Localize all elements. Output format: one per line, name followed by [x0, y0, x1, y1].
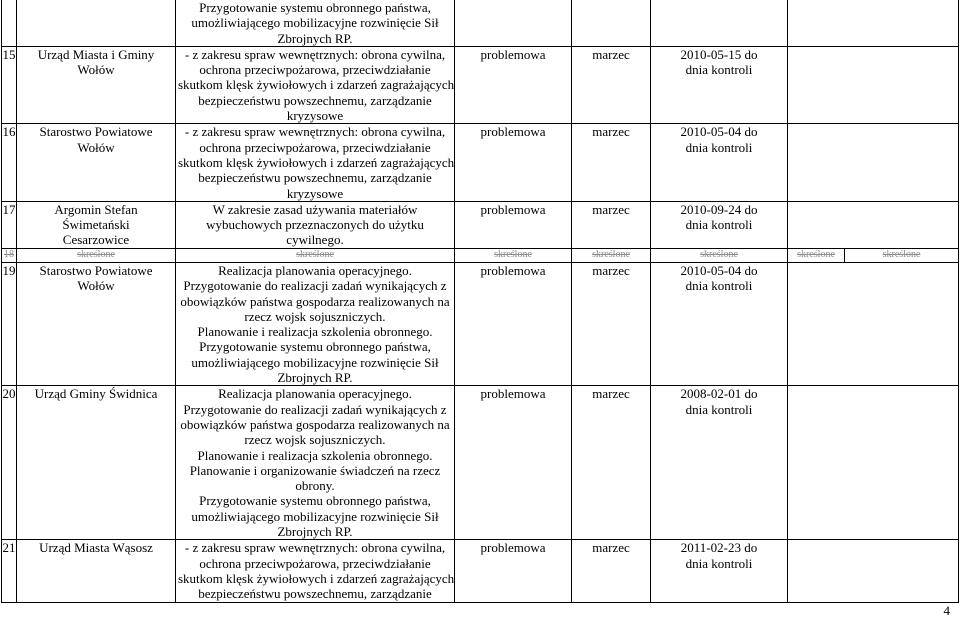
- inspection-scope-line: Planowanie i realizacja szkolenia obronnego.: [197, 447, 433, 463]
- empty-cell: [788, 386, 959, 540]
- inspection-scope-line: skutkom klęsk żywiołowych i zdarzeń zagrażających: [178, 570, 455, 586]
- inspected-unit: [17, 540, 176, 602]
- inspection-scope-line: rzecz wojsk sojuszniczych.: [244, 308, 386, 324]
- inspection-month: marzec: [572, 46, 651, 123]
- deadline-line: dnia kontroli: [685, 139, 753, 155]
- inspection-scope-line: umożliwiającego mobilizacyjne rozwinięcie Sił: [191, 15, 439, 31]
- inspected-unit: [17, 124, 176, 201]
- inspection-month: marzec: [572, 201, 651, 248]
- table-row: [2, 46, 959, 123]
- row-number: 20: [2, 386, 17, 540]
- inspected-unit-line: Starostwo Powiatowe: [39, 263, 153, 278]
- deadline: [651, 201, 788, 248]
- inspection-scope-line: skutkom klęsk żywiołowych i zdarzeń zagrażających: [178, 154, 455, 170]
- inspected-unit-line: Wołów: [77, 139, 115, 155]
- inspection-scope-line: kryzysowe: [286, 185, 344, 201]
- inspection-type: problemowa: [455, 46, 572, 123]
- inspected-unit-line: Cesarzowice: [62, 232, 130, 248]
- inspection-scope-line: skutkom klęsk żywiołowych i zdarzeń zagrażających: [178, 77, 455, 93]
- inspection-scope-line: umożliwiającego mobilizacyjne rozwinięcie Sił: [191, 354, 439, 370]
- deadline-line: 2010-09-24 do: [680, 201, 758, 217]
- page-number: 4: [943, 603, 950, 618]
- inspection-scope-line: Zbrojnych RP.: [277, 370, 353, 386]
- inspection-type: problemowa: [455, 124, 572, 201]
- inspection-scope: [176, 201, 455, 248]
- inspection-scope-line: bezpieczeństwu powszechnemu, zarządzanie: [198, 92, 432, 108]
- empty-cell: [788, 0, 959, 46]
- inspection-scope-line: cywilnego.: [286, 232, 344, 248]
- deadline: [651, 386, 788, 540]
- inspection-scope-line: bezpieczeństwu powszechnemu, zarządzanie: [198, 586, 432, 602]
- row-number: 17: [2, 201, 17, 248]
- struck-cell: skreślone: [788, 248, 845, 262]
- inspection-scope-line: Przygotowanie systemu obronnego państwa,: [199, 493, 431, 509]
- row-number: 21: [2, 540, 17, 602]
- inspection-month: marzec: [572, 386, 651, 540]
- inspection-month: marzec: [572, 124, 651, 201]
- inspection-scope-line: - z zakresu spraw wewnętrznych: obrona cywilna,: [184, 124, 446, 140]
- inspection-scope-line: Przygotowanie do realizacji zadań wynikających z: [183, 278, 447, 294]
- inspected-unit-line: Argomin Stefan: [54, 201, 138, 217]
- inspection-scope-line: ochrona przeciwpożarowa, przeciwdziałanie: [199, 62, 431, 78]
- inspection-scope-line: Planowanie i organizowanie świadczeń na rzecz: [189, 462, 441, 478]
- deadline-line: 2008-02-01 do: [680, 386, 758, 402]
- inspection-scope-line: ochrona przeciwpożarowa, przeciwdziałanie: [199, 139, 431, 155]
- row-number: [2, 0, 17, 46]
- inspection-scope-line: bezpieczeństwu powszechnemu, zarządzanie: [198, 170, 432, 186]
- inspected-unit: [17, 46, 176, 123]
- empty-cell: [788, 46, 959, 123]
- inspection-type: problemowa: [455, 201, 572, 248]
- table-row: [2, 0, 959, 46]
- inspection-scope-line: Realizacja planowania operacyjnego.: [218, 263, 412, 278]
- inspection-scope-line: Przygotowanie do realizacji zadań wynikających z: [183, 401, 447, 417]
- inspection-type: problemowa: [455, 263, 572, 386]
- deadline-line: 2011-02-23 do: [680, 540, 758, 556]
- empty-cell: [788, 540, 959, 602]
- deadline: [651, 124, 788, 201]
- row-number: 19: [2, 263, 17, 386]
- deadline-line: dnia kontroli: [685, 217, 753, 233]
- deadline: [651, 263, 788, 386]
- inspection-scope: [176, 0, 455, 46]
- inspection-month: [572, 0, 651, 46]
- inspection-type: problemowa: [455, 386, 572, 540]
- inspection-month: marzec: [572, 263, 651, 386]
- inspection-table-top: [1, 0, 959, 263]
- row-number: 18: [2, 248, 17, 262]
- inspected-unit-line: Starostwo Powiatowe: [39, 124, 153, 140]
- inspected-unit-line: Urząd Miasta i Gminy: [37, 46, 155, 62]
- empty-cell: [788, 263, 959, 386]
- inspection-scope-line: rzecz wojsk sojuszniczych.: [244, 432, 386, 448]
- table-row: [2, 386, 959, 540]
- inspection-scope-line: kryzysowe: [286, 108, 344, 124]
- inspection-scope-line: - z zakresu spraw wewnętrznych: obrona cywilna,: [184, 46, 446, 62]
- inspection-scope-line: ochrona przeciwpożarowa, przeciwdziałanie: [199, 555, 431, 571]
- inspection-scope: [176, 263, 455, 386]
- deadline: [651, 540, 788, 602]
- row-number: 16: [2, 124, 17, 201]
- inspection-scope-line: Zbrojnych RP.: [277, 30, 353, 46]
- deadline: [651, 46, 788, 123]
- inspection-scope-line: umożliwiającego mobilizacyjne rozwinięcie Sił: [191, 508, 439, 524]
- inspection-scope: [176, 540, 455, 602]
- inspected-unit: [17, 263, 176, 386]
- struck-cell: skreślone: [17, 248, 176, 262]
- inspection-scope: [176, 124, 455, 201]
- deadline-line: 2010-05-04 do: [680, 263, 758, 278]
- struck-cell: skreślone: [455, 248, 572, 262]
- deadline-line: 2010-05-15 do: [680, 46, 758, 62]
- inspection-scope-line: Zbrojnych RP.: [277, 524, 353, 540]
- row-number: 15: [2, 46, 17, 123]
- inspection-scope-line: - z zakresu spraw wewnętrznych: obrona cywilna,: [184, 540, 446, 556]
- inspection-type: [455, 0, 572, 46]
- inspected-unit: [17, 386, 176, 540]
- struck-row: [2, 248, 959, 262]
- inspected-unit-line: Wołów: [77, 278, 115, 294]
- inspection-scope: [176, 46, 455, 123]
- table-row: [2, 124, 959, 201]
- inspected-unit-line: Urząd Gminy Świdnica: [34, 386, 158, 402]
- inspection-table-bottom: [1, 262, 959, 603]
- inspection-scope-line: wybuchowych przeznaczonych do użytku: [206, 217, 424, 233]
- inspection-type: problemowa: [455, 540, 572, 602]
- inspected-unit-line: Wołów: [77, 62, 115, 78]
- inspection-scope-line: obowiązków państwa gospodarza realizowanych na: [180, 293, 450, 309]
- inspection-month: marzec: [572, 540, 651, 602]
- table-row: [2, 201, 959, 248]
- inspection-scope-line: Planowanie i realizacja szkolenia obronnego.: [197, 324, 433, 340]
- inspection-scope: [176, 386, 455, 540]
- deadline-line: dnia kontroli: [685, 62, 753, 78]
- inspection-scope-line: Przygotowanie systemu obronnego państwa,: [199, 339, 431, 355]
- struck-cell: skreślone: [651, 248, 788, 262]
- inspection-scope-line: Przygotowanie systemu obronnego państwa,: [199, 0, 431, 15]
- deadline: [651, 0, 788, 46]
- deadline-line: 2010-05-04 do: [680, 124, 758, 140]
- inspected-unit-line: Świmetański: [62, 217, 130, 233]
- struck-cell: skreślone: [572, 248, 651, 262]
- table-row: [2, 263, 959, 386]
- deadline-line: dnia kontroli: [685, 555, 753, 571]
- struck-cell: skreślone: [845, 248, 959, 262]
- table-row: [2, 540, 959, 602]
- inspection-scope-line: obowiązków państwa gospodarza realizowanych na: [180, 416, 450, 432]
- inspection-scope-line: obrony.: [295, 478, 335, 494]
- empty-cell: [788, 201, 959, 248]
- inspected-unit: [17, 0, 176, 46]
- inspected-unit: [17, 201, 176, 248]
- inspected-unit-line: Urząd Miasta Wąsosz: [39, 540, 153, 556]
- deadline-line: dnia kontroli: [685, 278, 753, 294]
- deadline-line: dnia kontroli: [685, 401, 753, 417]
- inspection-scope-line: Realizacja planowania operacyjnego.: [218, 386, 412, 402]
- inspection-scope-line: W zakresie zasad używania materiałów: [212, 201, 418, 217]
- empty-cell: [788, 124, 959, 201]
- struck-cell: skreślone: [176, 248, 455, 262]
